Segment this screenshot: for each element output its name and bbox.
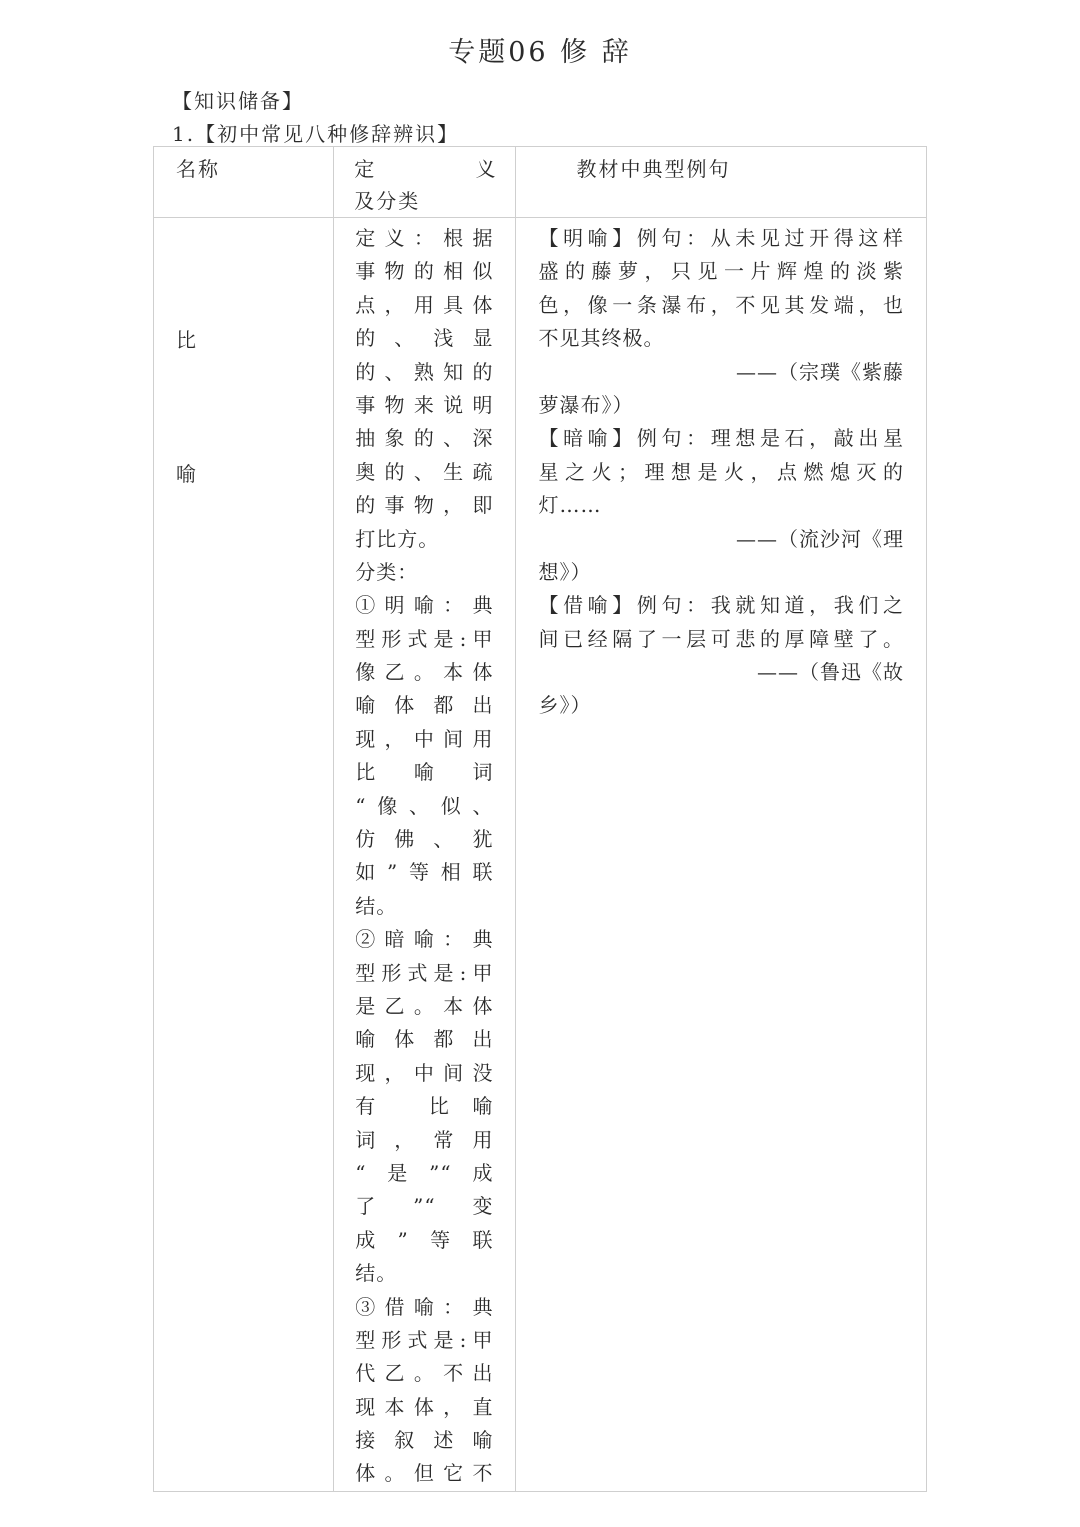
definition-line: 结。 — [355, 1261, 398, 1286]
rhetoric-table — [153, 146, 927, 1492]
definition-line: 比 喻 词 — [355, 760, 494, 785]
example-line: 【明喻】例句：从未见过开得这样 — [538, 226, 904, 250]
definition-line: 喻体都出 — [355, 1027, 494, 1052]
definition-line: 点，用具体 — [355, 292, 494, 317]
definition-line: 接叙述喻 — [355, 1428, 494, 1453]
example-line: ——（鲁迅《故 — [757, 660, 904, 685]
example-line: 【借喻】例句：我就知道，我们之 — [538, 593, 904, 618]
section-heading: 【知识储备】 — [172, 89, 304, 113]
definition-line: “像、似、 — [355, 793, 494, 818]
rhetoric-name-char: 喻 — [176, 462, 196, 486]
definition-line: 分类： — [355, 559, 419, 584]
definition-line: 定义：根据 — [355, 226, 494, 250]
definition-line: 体。但它不 — [355, 1461, 494, 1486]
example-line: 想》） — [538, 559, 592, 584]
definition-line: 的、浅显 — [355, 326, 494, 351]
example-line: 萝瀑布》） — [538, 392, 634, 417]
definition-line: 型形式是:甲 — [355, 1327, 494, 1352]
definition-line: 打比方。 — [355, 526, 440, 551]
example-line: 【暗喻】例句：理想是石，敲出星 — [538, 426, 904, 451]
definition-line: ②暗喻：典 — [355, 927, 494, 952]
example-line: ——（流沙河《理 — [736, 526, 904, 551]
rhetoric-name-char: 比 — [176, 328, 196, 352]
header-definition-line: 定 义 — [354, 157, 498, 181]
header-examples: 教材中典型例句 — [516, 147, 927, 218]
definition-line: 事物的相似 — [355, 259, 494, 284]
table-row — [154, 218, 927, 1492]
example-line: 间已经隔了一层可悲的厚障壁了。 — [538, 626, 904, 651]
definition-line: 的事物，即 — [355, 493, 494, 518]
example-line: 色，像一条瀑布，不见其发端，也 — [538, 292, 904, 317]
definition-line: 现本体，直 — [355, 1394, 494, 1419]
definition-line: 成”等联 — [355, 1227, 494, 1252]
definition-line: 是乙。本体 — [355, 993, 494, 1018]
definition-line: 如”等相联 — [355, 860, 494, 885]
example-line: 盛的藤萝，只见一片辉煌的淡紫 — [538, 259, 904, 284]
definition-line: 型形式是:甲 — [355, 626, 494, 651]
definition-line: 事物来说明 — [355, 392, 494, 417]
example-line: 星之火；理想是火，点燃熄灭的 — [538, 459, 904, 484]
example-line: 灯…… — [538, 493, 602, 518]
definition-cell — [334, 218, 516, 1492]
definition-line: 像乙。本体 — [355, 660, 494, 685]
definition-line: 抽象的、深 — [355, 426, 494, 451]
definition-line: 现，中间用 — [355, 726, 494, 751]
definition-line: 的、熟知的 — [355, 359, 494, 384]
definition-line: 代乙。不出 — [355, 1361, 494, 1386]
definition-line: 了”“变 — [355, 1194, 494, 1219]
definition-line: “是”“成 — [355, 1160, 494, 1185]
table-header-row — [154, 147, 927, 218]
definition-line: ①明喻：典 — [355, 593, 494, 618]
rhetoric-name-cell — [154, 218, 334, 1492]
definition-line: 结。 — [355, 893, 398, 918]
header-definition-line: 及分类 — [354, 189, 421, 213]
page-title: 专题06 修 辞 — [448, 37, 632, 68]
definition-line: ③借喻：典 — [355, 1294, 494, 1319]
header-definition — [334, 147, 516, 218]
definition-line: 奥的、生疏 — [355, 459, 494, 484]
definition-line: 仿佛、犹 — [355, 827, 494, 852]
definition-line: 词，常用 — [355, 1127, 494, 1152]
subsection-heading: 1.【初中常见八种修辞辨识】 — [172, 122, 460, 146]
header-name: 名称 — [154, 147, 334, 218]
definition-line: 有 比喻 — [355, 1094, 494, 1119]
example-line: 不见其终极。 — [538, 326, 665, 351]
definition-line: 现，中间没 — [355, 1060, 494, 1085]
example-line: ——（宗璞《紫藤 — [736, 359, 904, 384]
definition-line: 型形式是:甲 — [355, 960, 494, 985]
examples-cell — [516, 218, 927, 1492]
example-line: 乡》） — [538, 693, 592, 718]
definition-line: 喻体都出 — [355, 693, 494, 718]
